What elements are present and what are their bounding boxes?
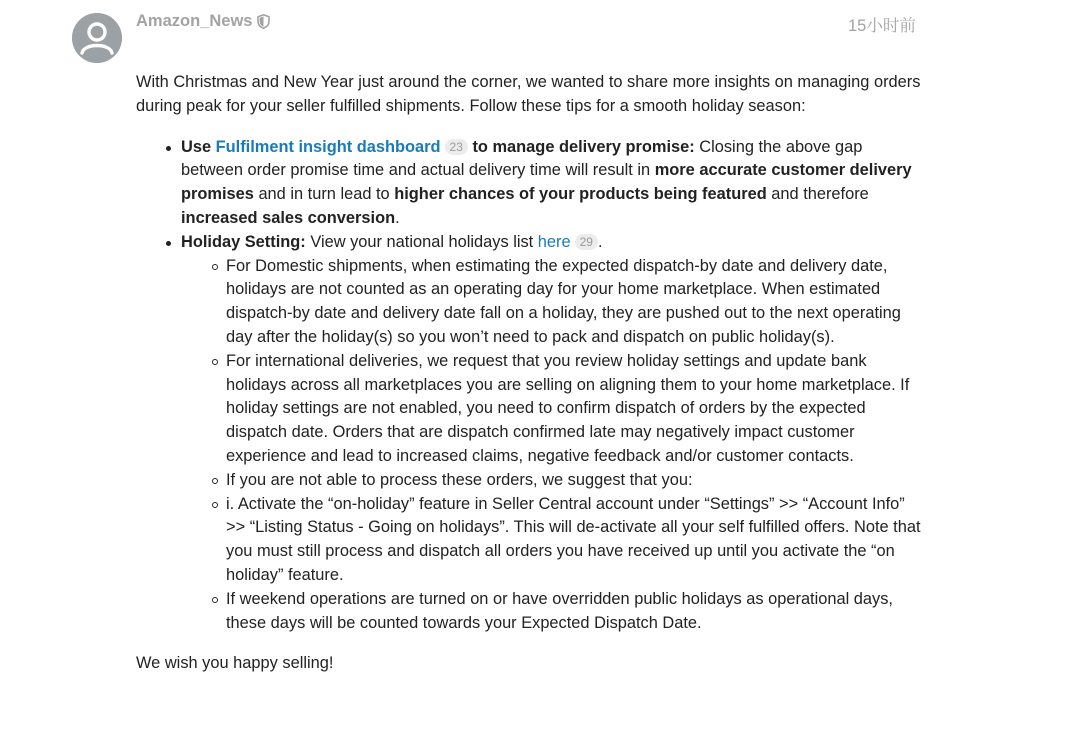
list-item: If weekend operations are turned on or have overridden public holidays as operational days, these days will be counted towards your Expected Dispatch Date. xyxy=(226,588,926,636)
bullet1-lead-suffix: to manage delivery promise: xyxy=(467,137,695,156)
bullet1-text-c: and therefore xyxy=(766,185,869,204)
link-click-count-badge: 23 xyxy=(445,139,468,155)
bullet1-text-d: . xyxy=(395,208,400,227)
list-item: If you are not able to process these orders, we suggest that you: xyxy=(226,469,926,493)
user-avatar-icon[interactable] xyxy=(72,13,122,63)
bullet1-text-a: Closing the above gap between order promise time and actual delivery time will result in xyxy=(181,137,863,180)
shield-icon xyxy=(257,14,270,29)
holiday-sublist xyxy=(181,255,926,636)
list-item xyxy=(181,231,926,636)
list-item xyxy=(181,136,926,231)
closing-paragraph: We wish you happy selling! xyxy=(136,654,334,673)
intro-paragraph: With Christmas and New Year just around the corner, we wanted to share more insights on managing orders during peak for your seller fulfilled shipments. Follow these tips for a smooth holiday season: xyxy=(136,73,921,115)
post-author[interactable] xyxy=(136,12,270,31)
tips-list xyxy=(136,136,926,636)
fulfilment-dashboard-link[interactable]: Fulfilment insight dashboard xyxy=(215,137,441,156)
bullet1-bold-b: higher chances of your products being featured xyxy=(394,185,767,204)
bullet1-bold-a: more accurate customer delivery promises xyxy=(181,161,912,204)
bullet2-lead: Holiday Setting: xyxy=(181,232,306,251)
list-item: i. Activate the “on-holiday” feature in Seller Central account under “Settings” >> “Account Info” >> “Listing Status - Going on holidays”. This will de-activate all your self fulfilled offers. Note that you must still process and dispatch all orders you have received up until you activate the “on holiday” feature. xyxy=(226,493,926,588)
post-timestamp: 15小时前 xyxy=(848,17,916,35)
bullet1-bold-c: increased sales conversion xyxy=(181,208,396,227)
post-body xyxy=(136,71,926,676)
list-item: For international deliveries, we request that you review holiday settings and update bank holidays across all marketplaces you are selling on aligning them to your home marketplace. If holiday settings are not enabled, you need to confirm dispatch of orders by the expected dispatch date. Orders that are dispatch confirmed late may negatively impact customer experience and lead to increased claims, negative feedback and/or customer contacts. xyxy=(226,350,926,469)
bullet2-text: View your national holidays list xyxy=(305,232,538,251)
author-name[interactable]: Amazon_News xyxy=(136,12,253,30)
link-click-count-badge: 29 xyxy=(575,234,598,250)
holidays-list-link[interactable]: here xyxy=(537,232,571,251)
bullet1-text-b: and in turn lead to xyxy=(253,185,395,204)
bullet2-end: . xyxy=(597,232,603,251)
list-item: For Domestic shipments, when estimating the expected dispatch-by date and delivery date, holidays are not counted as an operating day for your home marketplace. When estimated dispatch-by date and delivery date fall on a holiday, they are pushed out to the next operating day after the holiday(s) so you won’t need to pack and dispatch on public holiday(s). xyxy=(226,255,926,350)
bullet1-lead xyxy=(181,138,695,156)
bullet1-lead-prefix: Use xyxy=(181,137,216,156)
